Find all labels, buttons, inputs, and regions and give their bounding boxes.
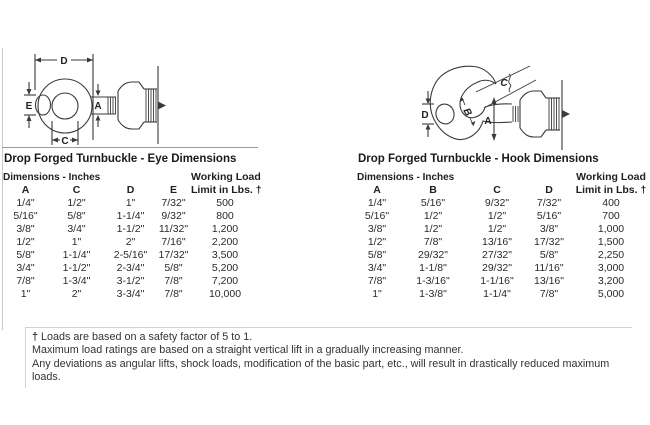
dimension-label-c: C: [500, 78, 508, 89]
column-header-c: C: [493, 184, 501, 196]
load-limit-cell: 7,200: [211, 275, 239, 287]
dimension-cell: 27/32": [481, 249, 512, 261]
table-row: [357, 275, 649, 288]
table-header-row: [3, 171, 259, 184]
load-limit-cell: 2,200: [211, 236, 239, 248]
column-header-c: C: [72, 184, 81, 196]
dimension-cell: 5/8": [539, 249, 559, 261]
dimension-cell: 1/2": [67, 197, 86, 209]
load-limit-cell: 10,000: [208, 288, 242, 300]
column-header-d: D: [545, 184, 553, 196]
a-dimension: [484, 97, 496, 141]
dimension-label-b: B: [460, 106, 474, 119]
e-dimension: [24, 82, 36, 128]
dimension-label-e: E: [25, 101, 33, 112]
c-dimension: [52, 121, 78, 147]
table-row: [357, 236, 649, 249]
dimension-cell: 2-5/16": [113, 249, 148, 261]
limit-lbs-header: Limit in Lbs. †: [191, 184, 262, 196]
dimension-cell: 3/4": [367, 262, 387, 274]
column-header-b: B: [429, 184, 437, 196]
dimension-cell: 5/16": [364, 210, 390, 222]
dimension-cell: 1-1/2": [116, 223, 145, 235]
dimension-cell: 13/16": [533, 275, 564, 287]
column-header-a: A: [21, 184, 30, 196]
dimension-cell: 1/2": [16, 236, 35, 248]
dimension-cell: 3-1/2": [116, 275, 145, 287]
dimension-cell: 1/4": [367, 197, 387, 209]
table-row: [3, 275, 259, 288]
load-limit-cell: 500: [216, 197, 234, 209]
hook-table-title: Drop Forged Turnbuckle - Hook Dimensions: [358, 153, 599, 165]
table-row: [357, 223, 649, 236]
dimension-cell: 5/16": [420, 197, 446, 209]
hook-dimensions-table: [357, 171, 649, 301]
dimension-cell: 29/32": [417, 249, 448, 261]
turnbuckle-body: [513, 80, 570, 150]
dimension-cell: 2": [125, 236, 136, 248]
dimension-cell: 3-3/4": [116, 288, 145, 300]
dimension-cell: 3/4": [67, 223, 86, 235]
eye-dimensions-section: [3, 153, 262, 301]
dimension-cell: 1-1/16": [480, 275, 514, 287]
continuation-arrow: [158, 102, 166, 110]
table-row: [357, 197, 649, 210]
dimension-cell: 17/32": [158, 249, 189, 261]
load-limit-cell: 5,200: [211, 262, 239, 274]
continuation-arrow: [562, 110, 570, 118]
dimension-cell: 5/16": [536, 210, 562, 222]
load-limit-cell: 1,000: [597, 223, 625, 235]
b-dimension: [460, 97, 476, 126]
dimension-cell: 7/8": [16, 275, 35, 287]
dimension-cell: 3/8": [539, 223, 559, 235]
dimension-cell: 1-1/2": [62, 262, 91, 274]
hook-cross-section: [434, 102, 457, 126]
dimension-cell: 7/8": [164, 275, 183, 287]
dimension-label-c: C: [61, 136, 69, 147]
dimension-cell: 1": [372, 288, 382, 300]
dimension-cell: 5/8": [367, 249, 387, 261]
d-dimension: [35, 54, 93, 140]
dimension-cell: 1/2": [367, 236, 387, 248]
load-limit-cell: 3,000: [597, 262, 625, 274]
dimension-cell: 5/8": [164, 262, 183, 274]
dimension-cell: 2": [71, 288, 82, 300]
dimension-cell: 7/8": [423, 236, 443, 248]
dimension-cell: 1-1/4": [116, 210, 145, 222]
table-row: [3, 210, 259, 223]
dimension-cell: 1": [71, 236, 82, 248]
dimension-cell: 7/32": [161, 197, 186, 209]
dimension-cell: 7/32": [536, 197, 562, 209]
dimension-cell: 1-1/4": [483, 288, 511, 300]
eye-turnbuckle-diagram: [8, 44, 176, 148]
a-dimension: [94, 84, 101, 127]
c-dimension: [476, 66, 536, 108]
turnbuckle-body: [91, 66, 166, 144]
dimension-cell: 1-3/16": [416, 275, 450, 287]
dimensions-inches-header: Dimensions - Inches: [3, 172, 101, 183]
load-limit-cell: 1,500: [597, 236, 625, 248]
load-limit-cell: 5,000: [597, 288, 625, 300]
dimension-cell: 9/32": [161, 210, 186, 222]
dimensions-inches-header: Dimensions - Inches: [357, 172, 455, 183]
dimension-label-d: D: [60, 56, 68, 67]
table-row: [3, 197, 259, 210]
table-header-row: [357, 171, 649, 184]
dimension-cell: 29/32": [481, 262, 512, 274]
dimension-cell: 13/16": [481, 236, 512, 248]
load-limit-cell: 2,250: [597, 249, 625, 261]
footnote-line-2: Maximum load ratings are based on a straight vertical lift in a gradually increasing manner.: [32, 344, 464, 357]
dimension-cell: 2-3/4": [116, 262, 145, 274]
table-row: [3, 249, 259, 262]
column-header-e: E: [169, 184, 177, 196]
dimension-cell: 1/2": [487, 223, 507, 235]
working-load-header: Working Load: [191, 171, 261, 183]
eye-dimensions-table: [3, 171, 262, 301]
dimension-cell: 3/4": [16, 262, 35, 274]
dimension-label-a: A: [94, 101, 102, 112]
dimension-cell: 11/16": [534, 262, 564, 274]
table-row: [357, 288, 649, 301]
dimension-cell: 7/8": [367, 275, 387, 287]
load-limit-cell: 800: [216, 210, 234, 222]
dimension-cell: 5/8": [16, 249, 35, 261]
table-row: [3, 262, 259, 275]
dimension-label-a: A: [484, 116, 492, 127]
table-row: [357, 249, 649, 262]
dimension-cell: 1-3/4": [62, 275, 91, 287]
limit-lbs-header: Limit in Lbs. †: [575, 184, 647, 196]
load-limit-cell: 400: [602, 197, 620, 209]
eye-ring: [36, 79, 93, 133]
load-limit-cell: 3,200: [597, 275, 625, 287]
dimension-cell: 1/2": [487, 210, 507, 222]
dimension-cell: 11/32": [158, 223, 189, 235]
dimension-cell: 1/2": [423, 223, 443, 235]
dimension-cell: 5/8": [67, 210, 86, 222]
dimension-cell: 1-1/4": [62, 249, 91, 261]
column-header-a: A: [373, 184, 381, 196]
table-row: [3, 236, 259, 249]
footnote-line-3: Any deviations as angular lifts, shock loads, modification of the basic part, etc., will result in drastically reduced maximum loads.: [32, 357, 610, 383]
dagger-symbol: †: [32, 331, 39, 343]
dimension-cell: 3/8": [16, 223, 35, 235]
working-load-header: Working Load: [576, 171, 646, 183]
hook-dimensions-section: [357, 153, 649, 301]
dimension-cell: 1/4": [16, 197, 35, 209]
dimension-label-d: D: [421, 110, 429, 121]
table-row: [3, 288, 259, 301]
footnotes: [25, 327, 632, 388]
table-header-row: [3, 184, 259, 197]
dimension-cell: 7/8": [539, 288, 559, 300]
dimension-cell: 1": [20, 288, 31, 300]
table-row: [357, 210, 649, 223]
dimension-cell: 17/32": [533, 236, 564, 248]
table-row: [3, 223, 259, 236]
dimension-cell: 1-1/8": [419, 262, 447, 274]
dimension-cell: 1/2": [423, 210, 443, 222]
footnote-line-1: † Loads are based on a safety factor of 5 to 1.: [32, 331, 253, 343]
load-limit-cell: 700: [602, 210, 620, 222]
table-row: [357, 262, 649, 275]
load-limit-cell: 1,200: [211, 223, 239, 235]
dimension-cell: 1-3/8": [419, 288, 447, 300]
dimension-cell: 7/8": [164, 288, 183, 300]
hook-turnbuckle-diagram: [410, 54, 576, 158]
dimension-cell: 1": [125, 197, 136, 209]
dimension-cell: 5/16": [13, 210, 38, 222]
table-header-row: [357, 184, 649, 197]
dimension-cell: 3/8": [367, 223, 387, 235]
eye-table-title: Drop Forged Turnbuckle - Eye Dimensions: [4, 153, 237, 165]
column-header-d: D: [126, 184, 135, 196]
dimension-cell: 9/32": [484, 197, 510, 209]
dimension-cell: 7/16": [161, 236, 186, 248]
load-limit-cell: 3,500: [211, 249, 239, 261]
